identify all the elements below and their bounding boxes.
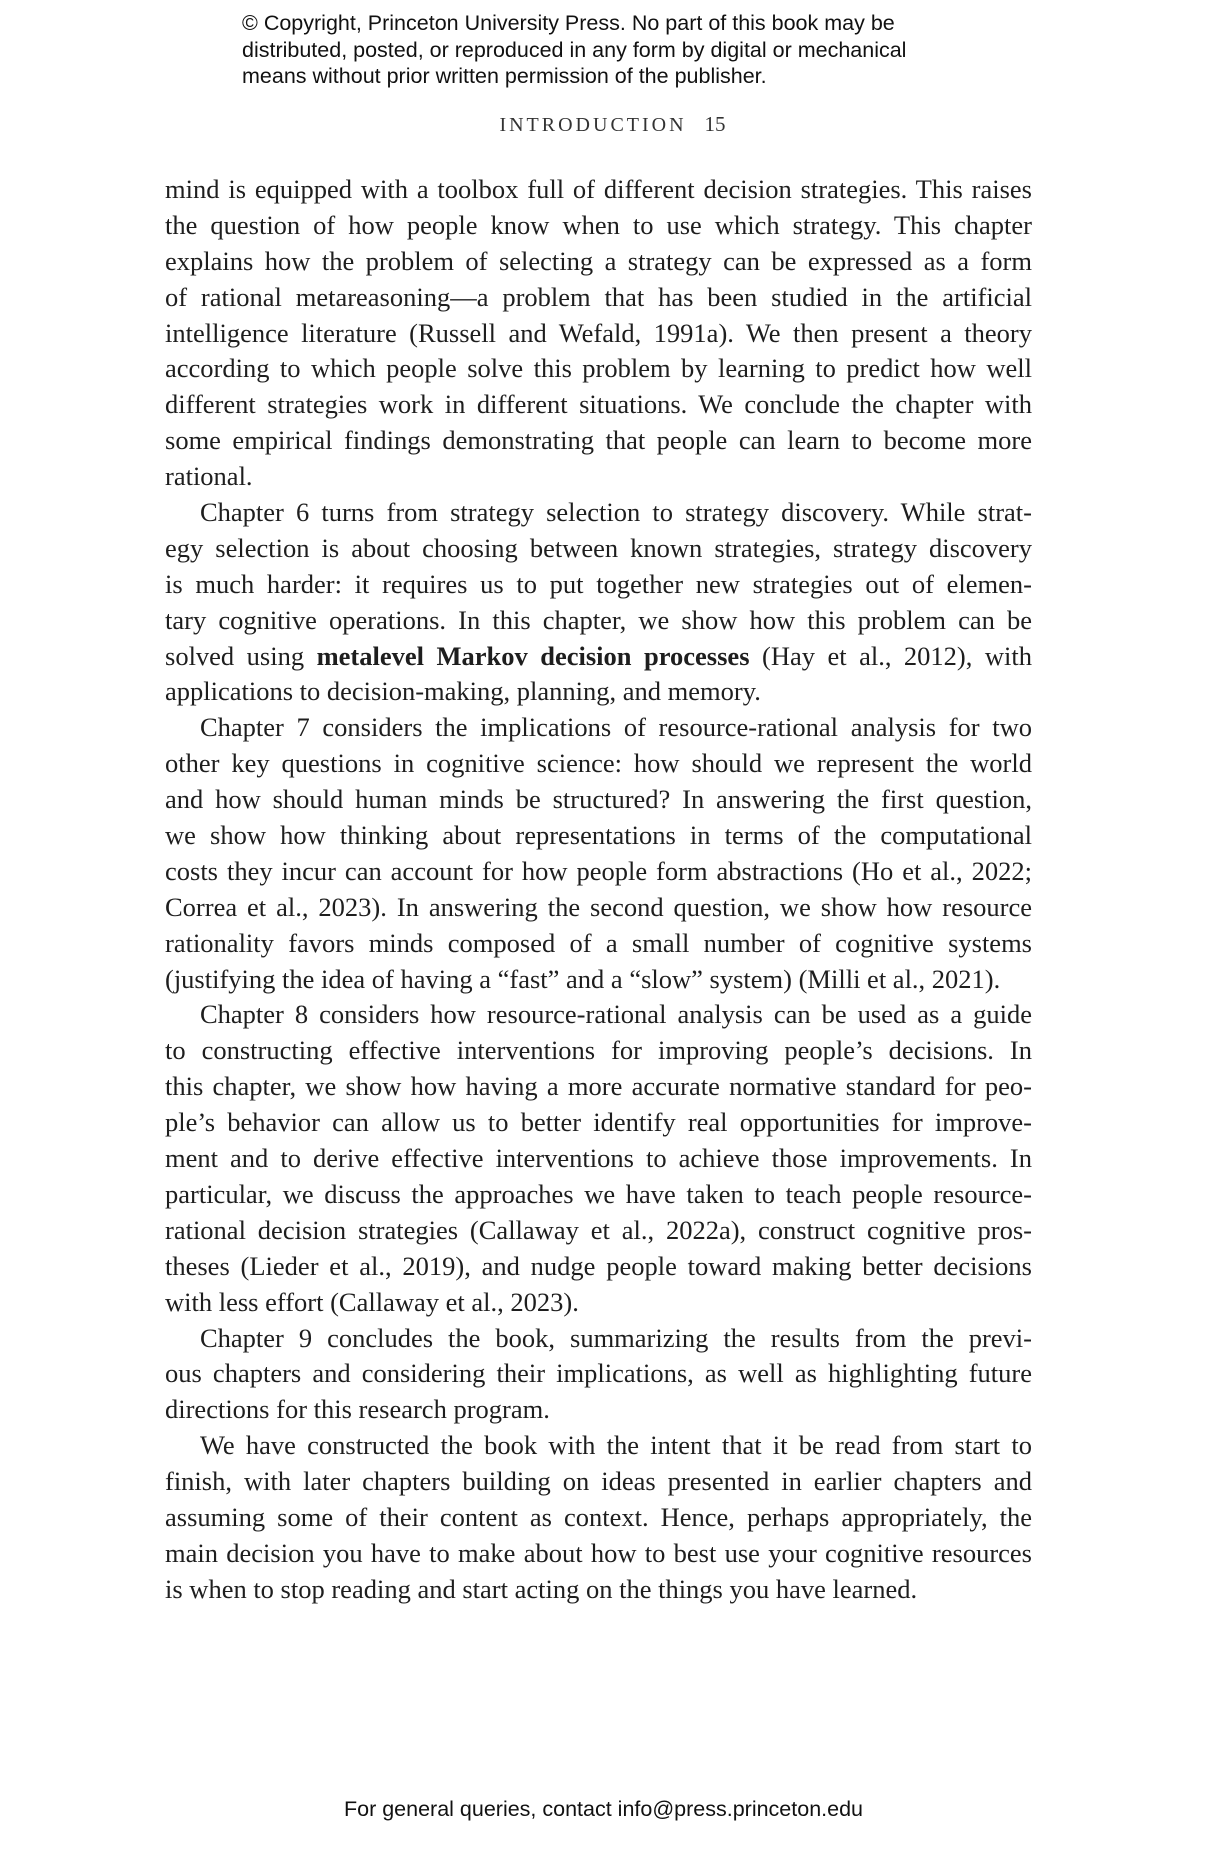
footer-contact: For general queries, contact info@press.princeton.edu bbox=[344, 1797, 864, 1821]
copyright-line: distributed, posted, or reproduced in any form by digital or mechanical bbox=[242, 37, 907, 62]
text-line: we show how thinking about representations in terms of the computational bbox=[165, 820, 1032, 851]
text-line: Correa et al., 2023). In answering the second question, we show how resource bbox=[165, 891, 1032, 922]
text-line: and how should human minds be structured? In answering the first question, bbox=[165, 784, 1032, 815]
text-line: is much harder: it requires us to put together new strategies out of elemen- bbox=[165, 568, 1032, 599]
text-line: intelligence literature (Russell and Wefald, 1991a). We then present a theory bbox=[165, 317, 1032, 348]
text-line: other key questions in cognitive science: how should we represent the world bbox=[165, 748, 1032, 779]
text-line: particular, we discuss the approaches we have taken to teach people resource- bbox=[165, 1178, 1032, 1209]
text-line: tary cognitive operations. In this chapter, we show how this problem can be bbox=[165, 604, 1032, 635]
page-number: 15 bbox=[704, 112, 726, 136]
copyright-notice bbox=[242, 10, 906, 90]
paragraph bbox=[165, 710, 1032, 997]
text-line: ment and to derive effective interventions to achieve those improvements. In bbox=[165, 1143, 1032, 1174]
text-line: egy selection is about choosing between known strategies, strategy discovery bbox=[165, 532, 1032, 563]
text-line: theses (Lieder et al., 2019), and nudge people toward making better decisions bbox=[165, 1250, 1032, 1281]
body-text bbox=[165, 172, 1032, 1608]
text-line: this chapter, we show how having a more accurate normative standard for peo- bbox=[165, 1071, 1032, 1102]
text-line: rational. bbox=[165, 461, 253, 492]
text-line: mind is equipped with a toolbox full of different decision strategies. This raises bbox=[165, 174, 1032, 204]
text-segment: (Hay et al., 2012), with bbox=[749, 640, 1032, 671]
copyright-line: © Copyright, Princeton University Press. No part of this book may be bbox=[242, 11, 895, 35]
text-line: ous chapters and considering their implications, as well as highlighting future bbox=[165, 1358, 1032, 1389]
paragraph bbox=[165, 1428, 1032, 1607]
text-line: costs they incur can account for how people form abstractions (Ho et al., 2022; bbox=[165, 855, 1032, 886]
running-title: INTRODUCTION bbox=[499, 114, 687, 136]
text-line: according to which people solve this problem by learning to predict how well bbox=[165, 353, 1032, 384]
text-line: explains how the problem of selecting a strategy can be expressed as a form bbox=[165, 245, 1032, 276]
text-line: We have constructed the book with the intent that it be read from start to bbox=[200, 1430, 1032, 1461]
text-line: Chapter 8 considers how resource-rational analysis can be used as a guide bbox=[200, 999, 1032, 1030]
text-line bbox=[165, 639, 1032, 675]
text-segment: solved using bbox=[165, 640, 317, 671]
text-line: assuming some of their content as context. Hence, perhaps appropriately, the bbox=[165, 1501, 1032, 1532]
text-line: directions for this research program. bbox=[165, 1394, 550, 1425]
running-header bbox=[0, 112, 1225, 137]
text-line: to constructing effective interventions for improving people’s decisions. In bbox=[165, 1035, 1032, 1066]
text-line: is when to stop reading and start acting on the things you have learned. bbox=[165, 1573, 918, 1604]
text-line: ple’s behavior can allow us to better identify real opportunities for improve- bbox=[165, 1107, 1032, 1138]
paragraph bbox=[165, 997, 1032, 1320]
text-line: Chapter 9 concludes the book, summarizing the results from the previ- bbox=[200, 1322, 1032, 1353]
text-line: with less effort (Callaway et al., 2023). bbox=[165, 1286, 579, 1317]
text-line: of rational metareasoning—a problem that has been studied in the artificial bbox=[165, 281, 1032, 312]
text-line: Chapter 7 considers the implications of resource-rational analysis for two bbox=[200, 712, 1032, 743]
bold-term: metalevel Markov decision processes bbox=[316, 640, 750, 671]
paragraph bbox=[165, 172, 1032, 495]
text-line: (justifying the idea of having a “fast” and a “slow” system) (Milli et al., 2021). bbox=[165, 963, 1001, 994]
text-line: different strategies work in different situations. We conclude the chapter with bbox=[165, 389, 1032, 420]
text-line: some empirical findings demonstrating that people can learn to become more bbox=[165, 425, 1032, 456]
text-line: finish, with later chapters building on ideas presented in earlier chapters and bbox=[165, 1466, 1032, 1497]
text-line: main decision you have to make about how to best use your cognitive resources bbox=[165, 1537, 1032, 1568]
paragraph bbox=[165, 1321, 1032, 1429]
text-line: applications to decision-making, planning, and memory. bbox=[165, 676, 761, 707]
paragraph bbox=[165, 495, 1032, 710]
text-line: Chapter 6 turns from strategy selection to strategy discovery. While strat- bbox=[200, 497, 1032, 528]
text-line: rational decision strategies (Callaway et al., 2022a), construct cognitive pros- bbox=[165, 1214, 1032, 1245]
text-line: rationality favors minds composed of a small number of cognitive systems bbox=[165, 927, 1032, 958]
copyright-line: means without prior written permission of the publisher. bbox=[242, 64, 767, 88]
text-line: the question of how people know when to use which strategy. This chapter bbox=[165, 209, 1032, 240]
